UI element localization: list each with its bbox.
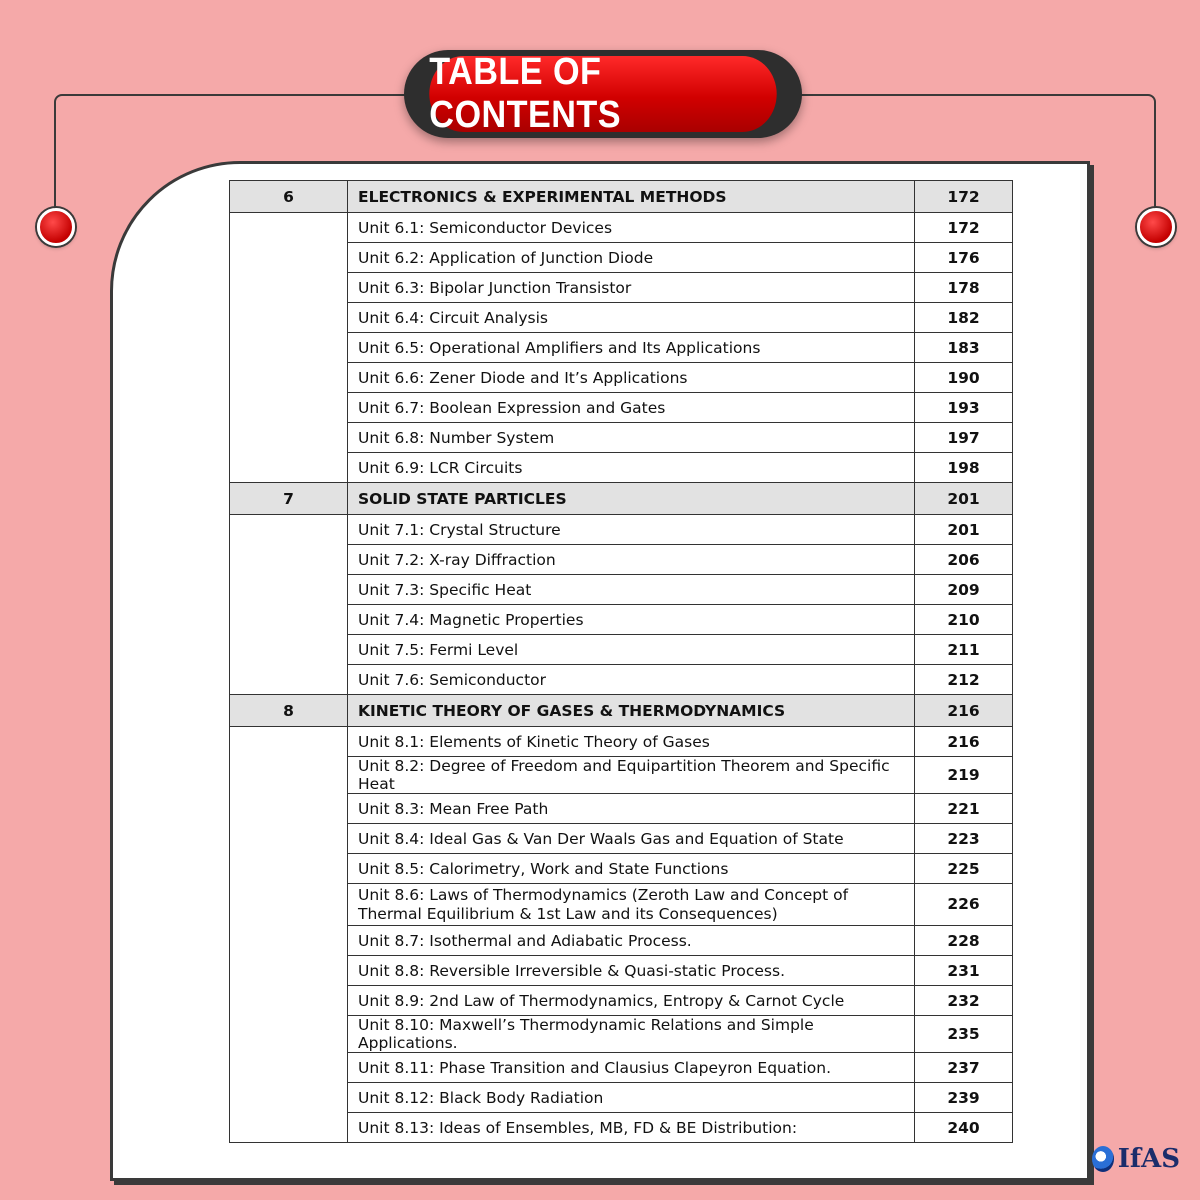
chapter-title: SOLID STATE PARTICLES [348, 483, 915, 515]
unit-row [230, 824, 1013, 854]
unit-title: Unit 8.2: Degree of Freedom and Equipartition Theorem and Specific Heat [348, 757, 915, 794]
chapter-number: 6 [230, 181, 348, 213]
toc-table [229, 180, 1013, 1143]
unit-page: 201 [915, 515, 1013, 545]
unit-row [230, 854, 1013, 884]
unit-title: Unit 8.10: Maxwell’s Thermodynamic Relations and Simple Applications. [348, 1016, 915, 1053]
unit-page: 212 [915, 665, 1013, 695]
unit-title: Unit 8.11: Phase Transition and Clausius Clapeyron Equation. [348, 1053, 915, 1083]
unit-row [230, 393, 1013, 423]
chapter-number: 7 [230, 483, 348, 515]
unit-page: 176 [915, 243, 1013, 273]
toc-body [230, 181, 1013, 1143]
unit-page: 210 [915, 605, 1013, 635]
chapter-row [230, 695, 1013, 727]
unit-row [230, 303, 1013, 333]
unit-title: Unit 6.4: Circuit Analysis [348, 303, 915, 333]
unit-row [230, 956, 1013, 986]
unit-page: 216 [915, 727, 1013, 757]
unit-row [230, 605, 1013, 635]
unit-row [230, 665, 1013, 695]
chapter-row [230, 181, 1013, 213]
red-dot-left [37, 208, 75, 246]
unit-page: 231 [915, 956, 1013, 986]
unit-row [230, 515, 1013, 545]
unit-row [230, 243, 1013, 273]
unit-page: 198 [915, 453, 1013, 483]
unit-page: 221 [915, 794, 1013, 824]
unit-title: Unit 7.2: X-ray Diffraction [348, 545, 915, 575]
unit-title: Unit 7.4: Magnetic Properties [348, 605, 915, 635]
unit-page: 226 [915, 884, 1013, 926]
unit-row [230, 363, 1013, 393]
unit-page: 232 [915, 986, 1013, 1016]
unit-title: Unit 6.8: Number System [348, 423, 915, 453]
unit-page: 228 [915, 926, 1013, 956]
globe-icon [1092, 1146, 1114, 1172]
chapter-page: 172 [915, 181, 1013, 213]
title-banner [404, 50, 802, 138]
chapter-spacer-cell [230, 515, 348, 695]
unit-title: Unit 8.6: Laws of Thermodynamics (Zeroth Law and Concept of Thermal Equilibrium & 1st Law and its Consequences) [348, 884, 915, 926]
unit-title: Unit 8.7: Isothermal and Adiabatic Process. [348, 926, 915, 956]
unit-row [230, 884, 1013, 926]
unit-title: Unit 8.9: 2nd Law of Thermodynamics, Entropy & Carnot Cycle [348, 986, 915, 1016]
unit-title: Unit 6.5: Operational Amplifiers and Its Applications [348, 333, 915, 363]
chapter-row [230, 483, 1013, 515]
unit-page: 206 [915, 545, 1013, 575]
unit-page: 182 [915, 303, 1013, 333]
unit-row [230, 545, 1013, 575]
unit-row [230, 1016, 1013, 1053]
unit-page: 209 [915, 575, 1013, 605]
unit-row [230, 986, 1013, 1016]
chapter-title: KINETIC THEORY OF GASES & THERMODYNAMICS [348, 695, 915, 727]
unit-row [230, 333, 1013, 363]
unit-page: 183 [915, 333, 1013, 363]
unit-row [230, 453, 1013, 483]
unit-page: 225 [915, 854, 1013, 884]
unit-title: Unit 7.3: Specific Heat [348, 575, 915, 605]
unit-page: 223 [915, 824, 1013, 854]
logo-text: IfAS [1117, 1144, 1180, 1174]
unit-title: Unit 6.2: Application of Junction Diode [348, 243, 915, 273]
chapter-number: 8 [230, 695, 348, 727]
unit-page: 193 [915, 393, 1013, 423]
unit-row [230, 926, 1013, 956]
unit-page: 237 [915, 1053, 1013, 1083]
unit-row [230, 273, 1013, 303]
chapter-spacer-cell [230, 727, 348, 1143]
unit-page: 178 [915, 273, 1013, 303]
unit-row [230, 423, 1013, 453]
unit-row [230, 1113, 1013, 1143]
unit-page: 211 [915, 635, 1013, 665]
unit-row [230, 635, 1013, 665]
unit-row [230, 727, 1013, 757]
unit-title: Unit 8.1: Elements of Kinetic Theory of Gases [348, 727, 915, 757]
unit-row [230, 794, 1013, 824]
unit-row [230, 1083, 1013, 1113]
red-dot-right [1137, 208, 1175, 246]
unit-page: 197 [915, 423, 1013, 453]
unit-page: 239 [915, 1083, 1013, 1113]
unit-title: Unit 6.3: Bipolar Junction Transistor [348, 273, 915, 303]
unit-title: Unit 8.5: Calorimetry, Work and State Functions [348, 854, 915, 884]
unit-title: Unit 7.5: Fermi Level [348, 635, 915, 665]
unit-page: 219 [915, 757, 1013, 794]
unit-title: Unit 8.3: Mean Free Path [348, 794, 915, 824]
unit-title: Unit 6.1: Semiconductor Devices [348, 213, 915, 243]
chapter-title: ELECTRONICS & EXPERIMENTAL METHODS [348, 181, 915, 213]
chapter-page: 201 [915, 483, 1013, 515]
unit-row [230, 757, 1013, 794]
unit-title: Unit 6.6: Zener Diode and It’s Applications [348, 363, 915, 393]
unit-title: Unit 8.8: Reversible Irreversible & Quasi-static Process. [348, 956, 915, 986]
unit-title: Unit 7.1: Crystal Structure [348, 515, 915, 545]
unit-page: 172 [915, 213, 1013, 243]
brand-logo [1092, 1144, 1180, 1174]
unit-title: Unit 8.12: Black Body Radiation [348, 1083, 915, 1113]
unit-row [230, 213, 1013, 243]
unit-page: 235 [915, 1016, 1013, 1053]
unit-row [230, 575, 1013, 605]
unit-title: Unit 7.6: Semiconductor [348, 665, 915, 695]
unit-row [230, 1053, 1013, 1083]
chapter-page: 216 [915, 695, 1013, 727]
unit-page: 190 [915, 363, 1013, 393]
unit-page: 240 [915, 1113, 1013, 1143]
unit-title: Unit 6.7: Boolean Expression and Gates [348, 393, 915, 423]
page-title: TABLE OF CONTENTS [429, 56, 776, 132]
unit-title: Unit 8.4: Ideal Gas & Van Der Waals Gas and Equation of State [348, 824, 915, 854]
chapter-spacer-cell [230, 213, 348, 483]
unit-title: Unit 6.9: LCR Circuits [348, 453, 915, 483]
unit-title: Unit 8.13: Ideas of Ensembles, MB, FD & BE Distribution: [348, 1113, 915, 1143]
